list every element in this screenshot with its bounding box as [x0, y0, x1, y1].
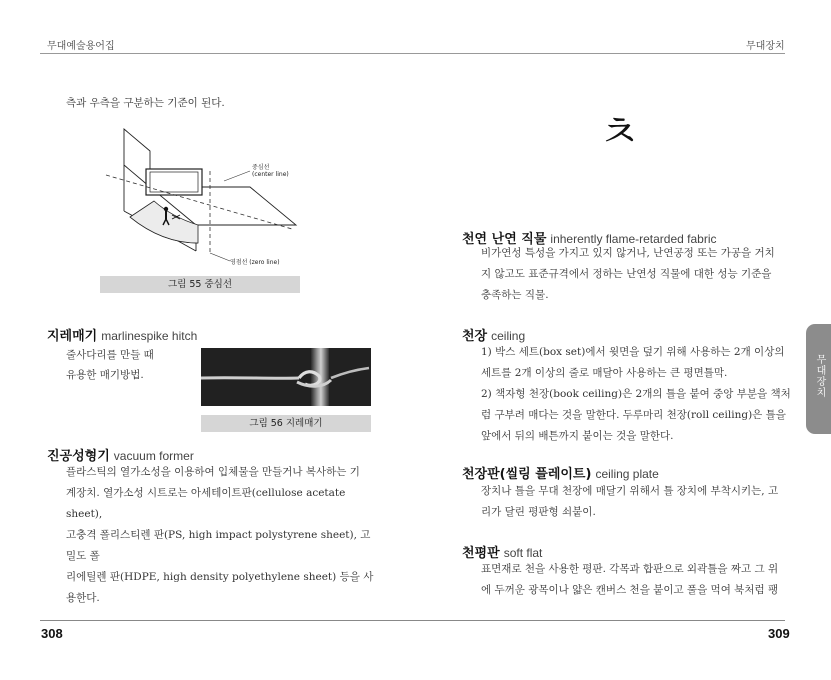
- page-number-left: 308: [41, 626, 63, 641]
- header-rule: [40, 53, 785, 54]
- text-line: 플라스틱의 열가소성을 이용하여 입체물을 만들거나 복사하는 기: [66, 466, 360, 478]
- term-title: 천연 난연 직물: [462, 232, 547, 247]
- term-title: 지레매기: [47, 329, 98, 344]
- header-right-title: 무대장치: [746, 41, 785, 52]
- text-line: 충족하는 직물.: [481, 289, 549, 301]
- intro-text: 측과 우측을 구분하는 기준이 된다.: [66, 97, 225, 109]
- text-line: 비가연성 특성을 가지고 있지 않거나, 난연공정 또는 가공을 거치: [481, 247, 775, 259]
- text-line: 리가 달린 평판형 쇠붙이.: [481, 506, 596, 518]
- text-line: 줄사다리를 만들 때: [66, 349, 154, 361]
- entry-vacuum-former-body: [66, 462, 376, 609]
- entry-ceiling-plate-heading: [462, 463, 659, 482]
- label-zero-line: 영점선 (zero line): [230, 259, 280, 266]
- term-english: ceiling plate: [595, 467, 659, 481]
- text-line: 리에틸렌 판(HDPE, high density polyethylene sheet) 등을 사용한다.: [66, 571, 374, 604]
- text-line: 앞에서 뒤의 배튼까지 붙이는 것을 말한다.: [481, 430, 674, 442]
- footer-rule: [40, 620, 785, 621]
- side-tab-label: 무대장치: [814, 354, 825, 398]
- entry-ceiling-body: [481, 342, 791, 447]
- term-title: 천장: [462, 329, 488, 344]
- entry-marlinespike-hitch-body: [66, 345, 154, 385]
- label-center-line-en: (center line): [252, 171, 289, 178]
- figure-55-center-line-diagram: [100, 125, 300, 270]
- entry-flame-retarded-fabric-body: [481, 243, 791, 306]
- figure-56-caption: 그림 56 지레매기: [201, 415, 371, 432]
- term-title: 진공성형기: [47, 449, 110, 464]
- text-line: 장치나 틀을 무대 천장에 매달기 위해서 틀 장치에 부착시키는, 고: [481, 485, 779, 497]
- text-line: 지 않고도 표준규격에서 정하는 난연성 직물에 대한 성능 기준을: [481, 268, 772, 280]
- term-english: vacuum former: [113, 449, 194, 463]
- text-line: 계장치. 열가소성 시트로는 아세테이트판(cellulose acetate sheet),: [66, 487, 346, 520]
- term-english: inherently flame-retarded fabric: [550, 232, 717, 246]
- entry-soft-flat-body: [481, 559, 791, 601]
- entry-ceiling-plate-body: [481, 481, 791, 523]
- entry-marlinespike-hitch-heading: [47, 325, 197, 344]
- side-tab[interactable]: [806, 324, 831, 434]
- header-left-title: 무대예술용어집: [47, 41, 115, 52]
- term-title: 천장판(씰링 플레이트): [462, 467, 592, 482]
- text-line: 럼 구부려 매다는 것을 말한다. 두루마리 천장(roll ceiling)은 틀을: [481, 409, 786, 421]
- text-line: 표면재로 천을 사용한 평판. 각목과 합판으로 외곽틀을 짜고 그 위: [481, 563, 779, 575]
- text-line: 에 두꺼운 광목이나 얇은 캔버스 천을 붙이고 풀을 먹여 북처럼 팽: [481, 584, 779, 596]
- term-english: soft flat: [503, 546, 543, 560]
- term-title: 천평판: [462, 546, 500, 561]
- term-english: marlinespike hitch: [101, 329, 198, 343]
- text-line: 1) 박스 세트(box set)에서 윗면을 덮기 위해 사용하는 2개 이상의: [481, 346, 785, 358]
- proscenium-frame: [146, 169, 202, 195]
- label-center-line: 중심선: [252, 164, 270, 171]
- text-line: 유용한 매기방법.: [66, 369, 144, 381]
- rope-left: [201, 378, 299, 379]
- page-number-right: 309: [768, 626, 790, 641]
- text-line: 2) 책자형 천장(book ceiling)은 2개의 틀을 붙여 중앙 부분을 책처: [481, 388, 791, 400]
- text-line: 고충격 폴리스티렌 판(PS, high impact polystyrene sheet), 고밀도 폴: [66, 529, 371, 562]
- text-line: 세트를 2개 이상의 줄로 매달아 사용하는 큰 평면틀막.: [481, 367, 728, 379]
- figure-55-caption: 그림 55 중심선: [100, 276, 300, 293]
- figure-56-knot-photo: [201, 348, 371, 406]
- term-english: ceiling: [491, 329, 526, 343]
- section-letter: ㅊ: [598, 107, 641, 158]
